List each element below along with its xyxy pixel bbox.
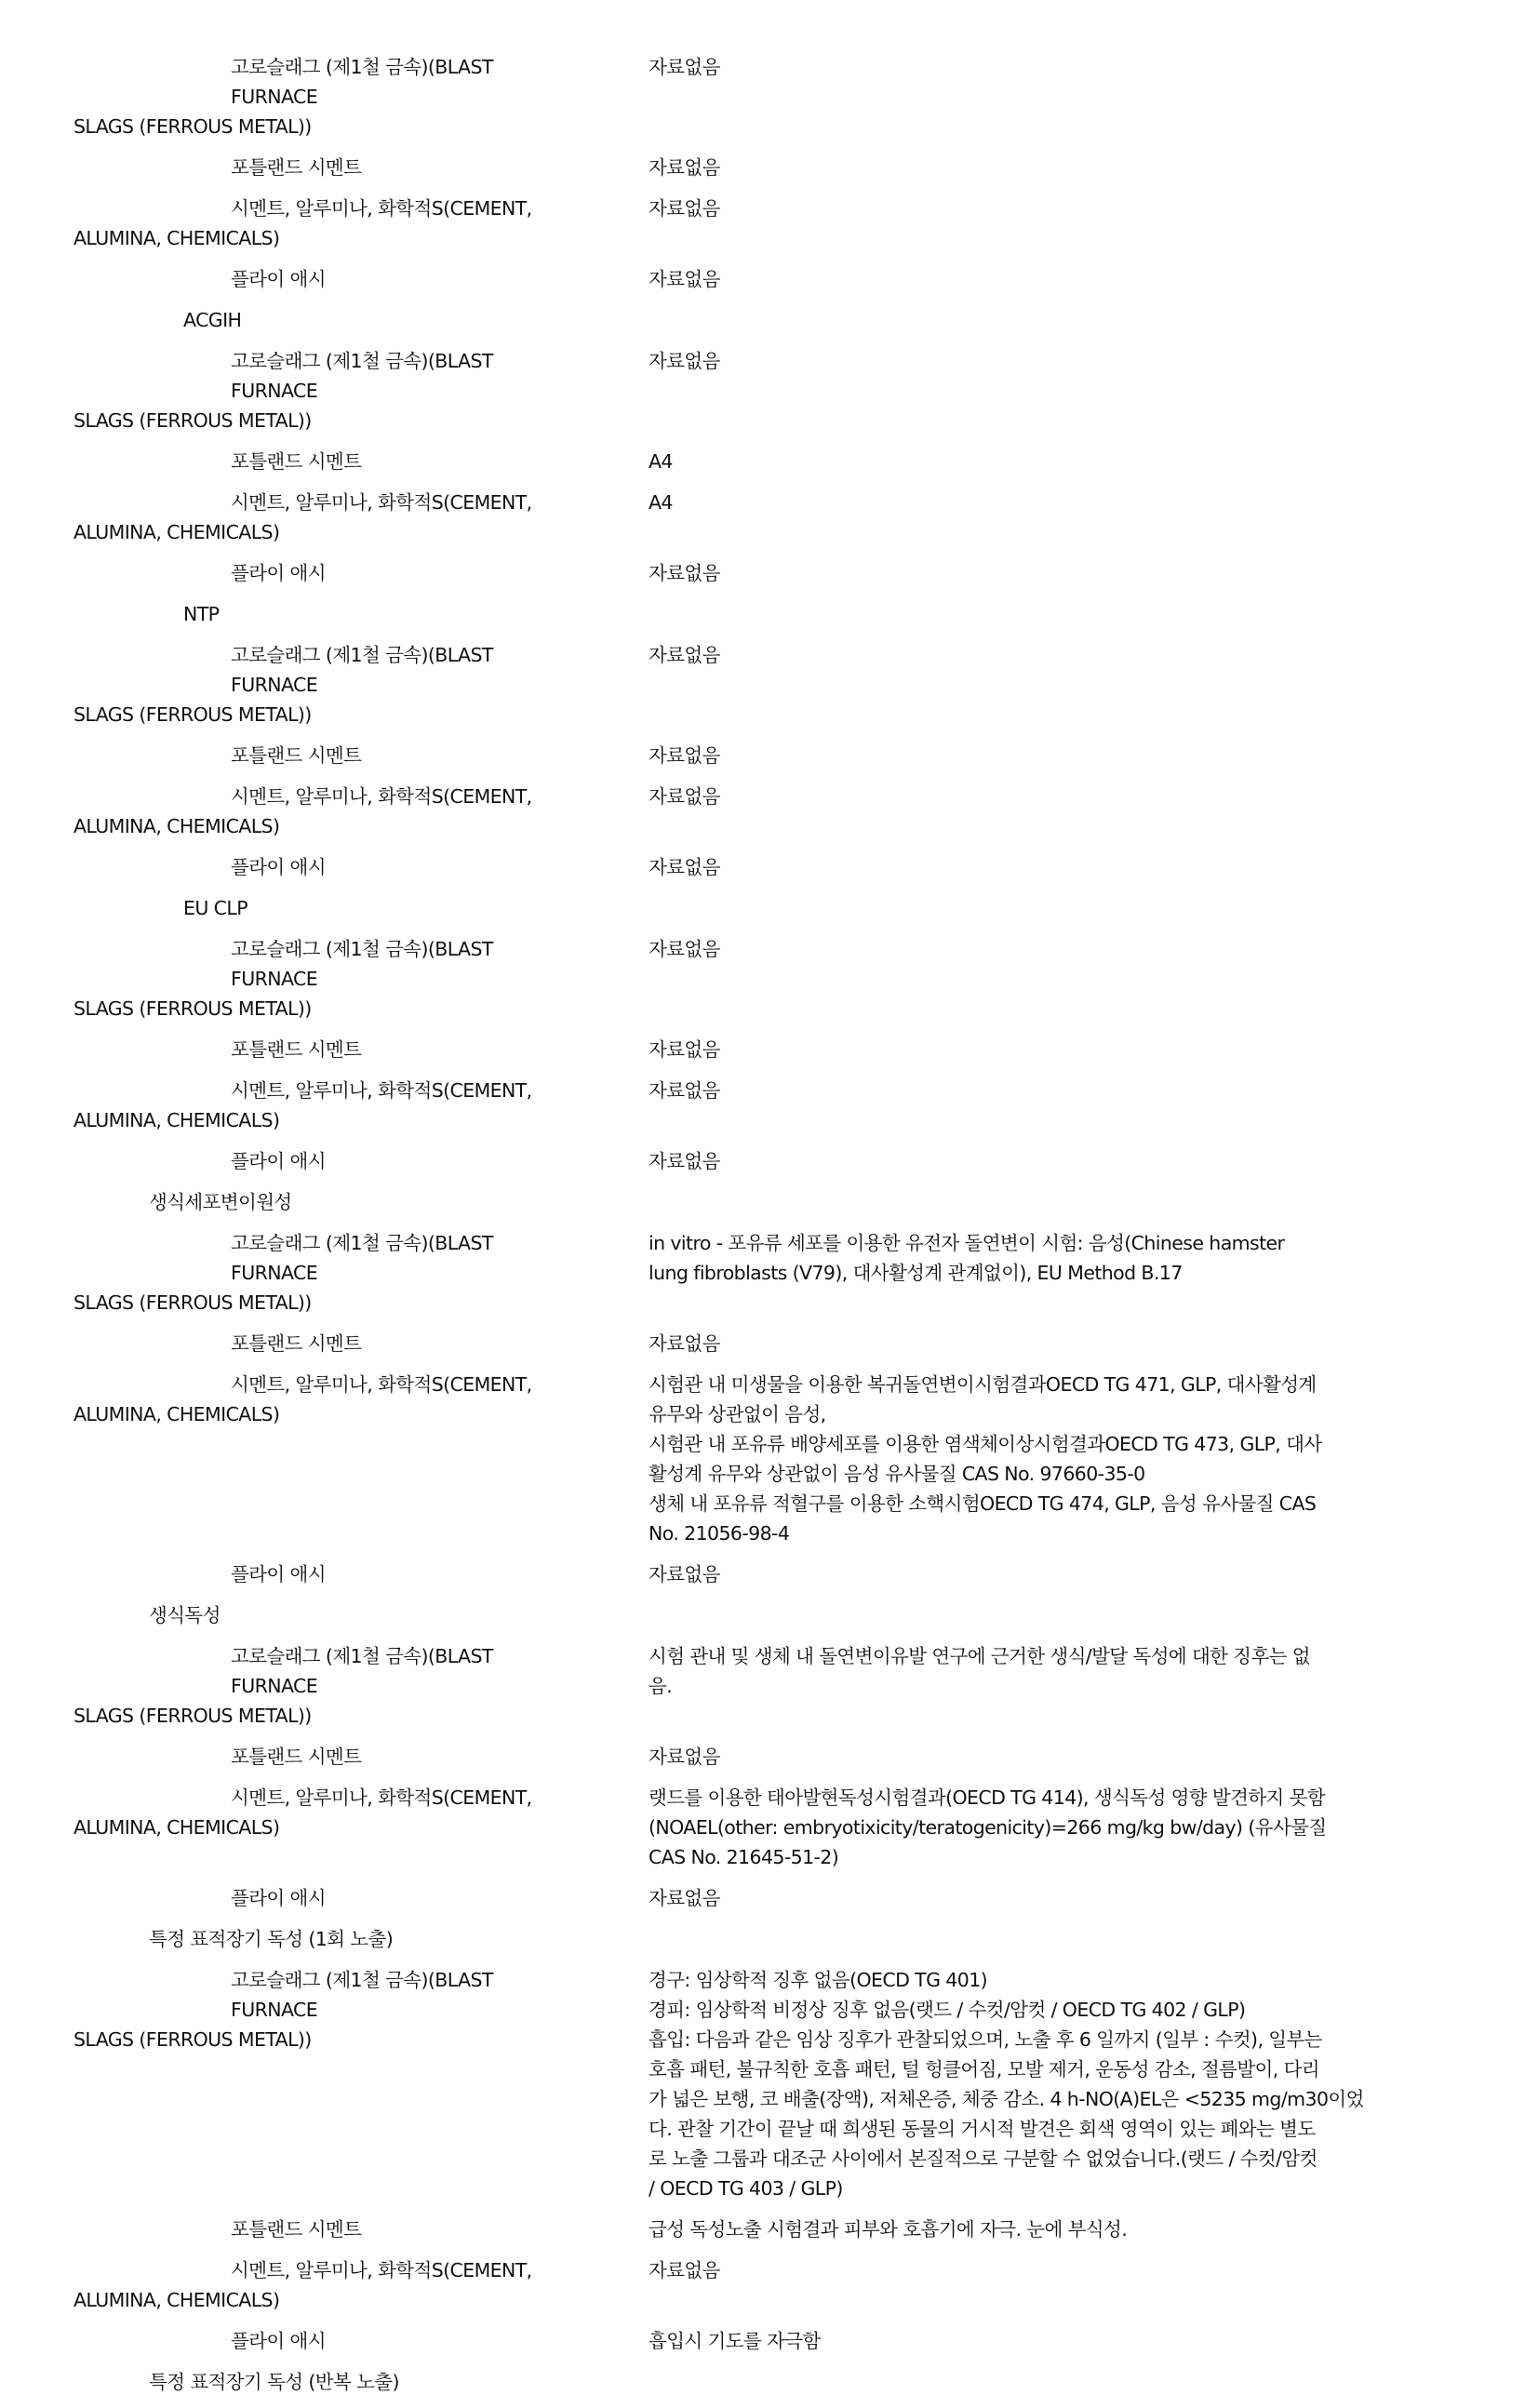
result-value bbox=[649, 447, 1379, 476]
result-value bbox=[649, 488, 1379, 517]
section-heading: 생식독성 bbox=[149, 1604, 221, 1626]
result-value bbox=[649, 1965, 1379, 2203]
table-row bbox=[0, 2326, 1538, 2356]
section-heading: NTP bbox=[183, 603, 220, 625]
result-line: 급성 독성노출 시험결과 피부와 호흡기에 자극. 눈에 부식성. bbox=[649, 2218, 1128, 2241]
table-row bbox=[0, 1783, 1538, 1872]
result-line: 다. 관찰 기간이 끝날 때 희생된 동물의 거시적 발견은 회색 영역이 있는 폐와는 별도 bbox=[649, 2118, 1316, 2140]
result-line: A4 bbox=[649, 491, 673, 514]
substance-name bbox=[0, 1883, 558, 1913]
table-row bbox=[0, 1742, 1538, 1772]
substance-name bbox=[0, 2214, 558, 2244]
substance-name-line1: 플라이 애시 bbox=[231, 268, 326, 290]
result-value bbox=[649, 1883, 1379, 1913]
result-line: 자료없음 bbox=[649, 56, 720, 78]
substance-name-line1: 플라이 애시 bbox=[231, 1563, 326, 1585]
result-line: 생체 내 포유류 적혈구를 이용한 소핵시험OECD TG 474, GLP, 음성 유사물질 CAS bbox=[649, 1492, 1317, 1515]
substance-name-line1: 포틀랜드 시멘트 bbox=[231, 1746, 362, 1768]
result-value bbox=[649, 1742, 1379, 1772]
substance-name bbox=[0, 1641, 558, 1731]
section-heading: 특정 표적장기 독성 (반복 노출) bbox=[149, 2371, 399, 2393]
substance-name-line1: 고로슬래그 (제1철 금속)(BLAST FURNACE bbox=[231, 56, 493, 108]
table-row bbox=[0, 782, 1538, 841]
section bbox=[0, 893, 1538, 1176]
substance-name-line2: SLAGS (FERROUS METAL)) bbox=[74, 703, 312, 726]
table-row bbox=[0, 1965, 1538, 2203]
result-line: 자료없음 bbox=[649, 644, 720, 666]
result-line: 자료없음 bbox=[649, 1746, 720, 1768]
substance-name-line2: SLAGS (FERROUS METAL)) bbox=[74, 1705, 312, 1727]
result-line: 활성계 유무와 상관없이 음성 유사물질 CAS No. 97660-35-0 bbox=[649, 1463, 1145, 1485]
section bbox=[0, 305, 1538, 588]
result-line: (NOAEL(other: embryotixicity/teratogenicity)=266 mg/kg bw/day) (유사물질 bbox=[649, 1816, 1327, 1839]
result-line: 로 노출 그룹과 대조군 사이에서 본질적으로 구분할 수 없었습니다.(랫드 / 수컷/암컷 bbox=[649, 2147, 1317, 2170]
result-line: 시험관 내 포유류 배양세포를 이용한 염색체이상시험결과OECD TG 473, GLP, 대사 bbox=[649, 1433, 1322, 1455]
table-row bbox=[0, 741, 1538, 770]
substance-name-line1: 고로슬래그 (제1철 금속)(BLAST FURNACE bbox=[231, 644, 493, 696]
substance-name bbox=[0, 488, 558, 547]
result-line: 경구: 임상학적 징후 없음(OECD TG 401) bbox=[649, 1969, 988, 1991]
result-line: 경피: 임상학적 비정상 징후 없음(랫드 / 수컷/암컷 / OECD TG 402 / GLP) bbox=[649, 1999, 1246, 2021]
substance-name bbox=[0, 1076, 558, 1135]
result-line: 흡입: 다음과 같은 임상 징후가 관찰되었으며, 노출 후 6 일까지 (일부 : 수컷), 일부는 bbox=[649, 2028, 1322, 2051]
substance-name-line1: 플라이 애시 bbox=[231, 562, 326, 584]
section bbox=[0, 599, 1538, 882]
substance-name-line2: ALUMINA, CHEMICALS) bbox=[74, 815, 280, 837]
result-value bbox=[649, 153, 1379, 182]
result-line: 자료없음 bbox=[649, 197, 720, 220]
result-value bbox=[649, 1146, 1379, 1176]
substance-name bbox=[0, 640, 558, 729]
table-row bbox=[0, 1370, 1538, 1548]
result-line: 자료없음 bbox=[649, 938, 720, 960]
substance-name-line1: 고로슬래그 (제1철 금속)(BLAST FURNACE bbox=[231, 1645, 493, 1697]
result-value bbox=[649, 346, 1379, 376]
substance-name bbox=[0, 852, 558, 882]
result-line: 자료없음 bbox=[649, 2259, 720, 2281]
substance-name-line1: 시멘트, 알루미나, 화학적S(CEMENT, bbox=[231, 2259, 532, 2281]
substance-name-line2: ALUMINA, CHEMICALS) bbox=[74, 1816, 280, 1839]
substance-name-line2: ALUMINA, CHEMICALS) bbox=[74, 227, 280, 249]
substance-name-line2: ALUMINA, CHEMICALS) bbox=[74, 2289, 280, 2311]
substance-name bbox=[0, 1783, 558, 1842]
substance-name-line1: 플라이 애시 bbox=[231, 1150, 326, 1172]
substance-name bbox=[0, 2255, 558, 2315]
table-row bbox=[0, 2255, 1538, 2315]
result-value bbox=[649, 1228, 1379, 1288]
result-value bbox=[649, 1370, 1379, 1548]
result-line: 자료없음 bbox=[649, 785, 720, 808]
substance-name-line1: 플라이 애시 bbox=[231, 1887, 326, 1909]
result-line: 자료없음 bbox=[649, 562, 720, 584]
result-value bbox=[649, 1035, 1379, 1064]
result-line: in vitro - 포유류 세포를 이용한 유전자 돌연변이 시험: 음성(Chinese hamster bbox=[649, 1232, 1285, 1254]
substance-name bbox=[0, 1559, 558, 1589]
substance-name-line1: 고로슬래그 (제1철 금속)(BLAST FURNACE bbox=[231, 938, 493, 990]
result-value bbox=[649, 1076, 1379, 1105]
section bbox=[0, 2367, 1538, 2397]
substance-name-line1: 포틀랜드 시멘트 bbox=[231, 156, 362, 179]
result-value bbox=[649, 2326, 1379, 2356]
result-value bbox=[649, 558, 1379, 588]
result-value bbox=[649, 741, 1379, 770]
table-row bbox=[0, 264, 1538, 294]
substance-name bbox=[0, 447, 558, 476]
result-line: 자료없음 bbox=[649, 1332, 720, 1355]
substance-name-line1: 고로슬래그 (제1철 금속)(BLAST FURNACE bbox=[231, 1232, 493, 1284]
result-value bbox=[649, 52, 1379, 82]
substance-name-line1: 포틀랜드 시멘트 bbox=[231, 1038, 362, 1061]
table-row bbox=[0, 346, 1538, 435]
substance-name-line1: 플라이 애시 bbox=[231, 856, 326, 878]
substance-name bbox=[0, 1965, 558, 2054]
section bbox=[0, 1187, 1538, 1589]
result-line: 자료없음 bbox=[649, 1563, 720, 1585]
table-row bbox=[0, 1035, 1538, 1064]
substance-name-line2: ALUMINA, CHEMICALS) bbox=[74, 1403, 280, 1425]
result-value bbox=[649, 934, 1379, 964]
substance-name bbox=[0, 52, 558, 141]
substance-name bbox=[0, 2326, 558, 2356]
substance-name bbox=[0, 1329, 558, 1358]
section-heading: ACGIH bbox=[183, 309, 242, 331]
table-row bbox=[0, 558, 1538, 588]
result-line: 자료없음 bbox=[649, 1150, 720, 1172]
substance-name bbox=[0, 741, 558, 770]
substance-name-line1: 시멘트, 알루미나, 화학적S(CEMENT, bbox=[231, 1079, 532, 1102]
substance-name bbox=[0, 1370, 558, 1429]
result-value bbox=[649, 2214, 1379, 2244]
substance-name bbox=[0, 1035, 558, 1064]
table-row bbox=[0, 194, 1538, 253]
result-line: 자료없음 bbox=[649, 856, 720, 878]
result-line: 자료없음 bbox=[649, 156, 720, 179]
result-value bbox=[649, 1783, 1379, 1872]
section-heading: 특정 표적장기 독성 (1회 노출) bbox=[149, 1928, 394, 1950]
table-row bbox=[0, 153, 1538, 182]
substance-name-line1: 고로슬래그 (제1철 금속)(BLAST FURNACE bbox=[231, 1969, 493, 2021]
result-line: 음. bbox=[649, 1675, 673, 1697]
substance-name bbox=[0, 782, 558, 841]
table-row bbox=[0, 1146, 1538, 1176]
table-row bbox=[0, 1883, 1538, 1913]
section bbox=[0, 1924, 1538, 2356]
result-line: 자료없음 bbox=[649, 350, 720, 372]
result-line: 시험 관내 및 생체 내 돌연변이유발 연구에 근거한 생식/발달 독성에 대한 징후는 없 bbox=[649, 1645, 1311, 1667]
result-line: 자료없음 bbox=[649, 744, 720, 767]
result-line: No. 21056-98-4 bbox=[649, 1522, 790, 1545]
result-value bbox=[649, 2255, 1379, 2285]
substance-name-line1: 시멘트, 알루미나, 화학적S(CEMENT, bbox=[231, 1786, 532, 1809]
table-row bbox=[0, 934, 1538, 1023]
result-value bbox=[649, 852, 1379, 882]
substance-name-line1: 시멘트, 알루미나, 화학적S(CEMENT, bbox=[231, 1373, 532, 1396]
substance-name-line2: SLAGS (FERROUS METAL)) bbox=[74, 115, 312, 138]
substance-name-line1: 포틀랜드 시멘트 bbox=[231, 1332, 362, 1355]
table-row bbox=[0, 488, 1538, 547]
substance-name bbox=[0, 194, 558, 253]
result-line: CAS No. 21645-51-2) bbox=[649, 1846, 839, 1868]
result-line: A4 bbox=[649, 450, 673, 473]
result-value bbox=[649, 194, 1379, 223]
result-line: 랫드를 이용한 태아발현독성시험결과(OECD TG 414), 생식독성 영향 발견하지 못함 bbox=[649, 1786, 1326, 1809]
substance-name bbox=[0, 1742, 558, 1772]
result-line: 자료없음 bbox=[649, 1079, 720, 1102]
table-row bbox=[0, 1329, 1538, 1358]
table-row bbox=[0, 852, 1538, 882]
substance-name-line1: 고로슬래그 (제1철 금속)(BLAST FURNACE bbox=[231, 350, 493, 402]
result-line: lung fibroblasts (V79), 대사활성계 관계없이), EU Method B.17 bbox=[649, 1262, 1183, 1284]
substance-name-line2: ALUMINA, CHEMICALS) bbox=[74, 521, 280, 543]
table-row bbox=[0, 2214, 1538, 2244]
result-line: 자료없음 bbox=[649, 1038, 720, 1061]
substance-name bbox=[0, 558, 558, 588]
table-row bbox=[0, 52, 1538, 141]
section bbox=[0, 52, 1538, 294]
result-line: 시험관 내 미생물을 이용한 복귀돌연변이시험결과OECD TG 471, GLP, 대사활성계 bbox=[649, 1373, 1317, 1396]
substance-name-line2: SLAGS (FERROUS METAL)) bbox=[74, 2028, 312, 2051]
section-heading: 생식세포변이원성 bbox=[149, 1191, 292, 1213]
substance-name-line1: 시멘트, 알루미나, 화학적S(CEMENT, bbox=[231, 197, 532, 220]
result-line: 호흡 패턴, 불규칙한 호흡 패턴, 털 헝클어짐, 모발 제거, 운동성 감소, 절름발이, 다리 bbox=[649, 2058, 1319, 2080]
result-line: 자료없음 bbox=[649, 268, 720, 290]
result-value bbox=[649, 264, 1379, 294]
result-line: 가 넓은 보행, 코 배출(장액), 저체온증, 체중 감소. 4 h-NO(A)EL은 <5235 mg/m30이었 bbox=[649, 2088, 1364, 2110]
result-value bbox=[649, 1641, 1379, 1701]
substance-name bbox=[0, 1228, 558, 1318]
result-line: 유무와 상관없이 음성, bbox=[649, 1403, 826, 1425]
substance-name bbox=[0, 153, 558, 182]
substance-name-line1: 플라이 애시 bbox=[231, 2330, 326, 2352]
section bbox=[0, 1600, 1538, 1913]
substance-name bbox=[0, 264, 558, 294]
result-line: 자료없음 bbox=[649, 1887, 720, 1909]
table-row bbox=[0, 1641, 1538, 1731]
result-value bbox=[649, 782, 1379, 811]
substance-name-line2: ALUMINA, CHEMICALS) bbox=[74, 1109, 280, 1131]
substance-name-line1: 포틀랜드 시멘트 bbox=[231, 744, 362, 767]
table-row bbox=[0, 1228, 1538, 1318]
table-row bbox=[0, 1076, 1538, 1135]
result-value bbox=[649, 1329, 1379, 1358]
substance-name bbox=[0, 934, 558, 1023]
substance-name-line1: 포틀랜드 시멘트 bbox=[231, 450, 362, 473]
substance-name bbox=[0, 346, 558, 435]
table-row bbox=[0, 447, 1538, 476]
substance-name-line1: 시멘트, 알루미나, 화학적S(CEMENT, bbox=[231, 491, 532, 514]
substance-name-line2: SLAGS (FERROUS METAL)) bbox=[74, 409, 312, 432]
result-line: / OECD TG 403 / GLP) bbox=[649, 2177, 843, 2200]
document-body bbox=[0, 52, 1538, 2408]
substance-name-line1: 시멘트, 알루미나, 화학적S(CEMENT, bbox=[231, 785, 532, 808]
table-row bbox=[0, 640, 1538, 729]
result-line: 흡입시 기도를 자극함 bbox=[649, 2330, 821, 2352]
table-row bbox=[0, 1559, 1538, 1589]
substance-name-line1: 포틀랜드 시멘트 bbox=[231, 2218, 362, 2241]
result-value bbox=[649, 640, 1379, 670]
substance-name-line2: SLAGS (FERROUS METAL)) bbox=[74, 1291, 312, 1314]
substance-name-line2: SLAGS (FERROUS METAL)) bbox=[74, 997, 312, 1020]
result-value bbox=[649, 1559, 1379, 1589]
section-heading: EU CLP bbox=[183, 897, 247, 919]
substance-name bbox=[0, 1146, 558, 1176]
